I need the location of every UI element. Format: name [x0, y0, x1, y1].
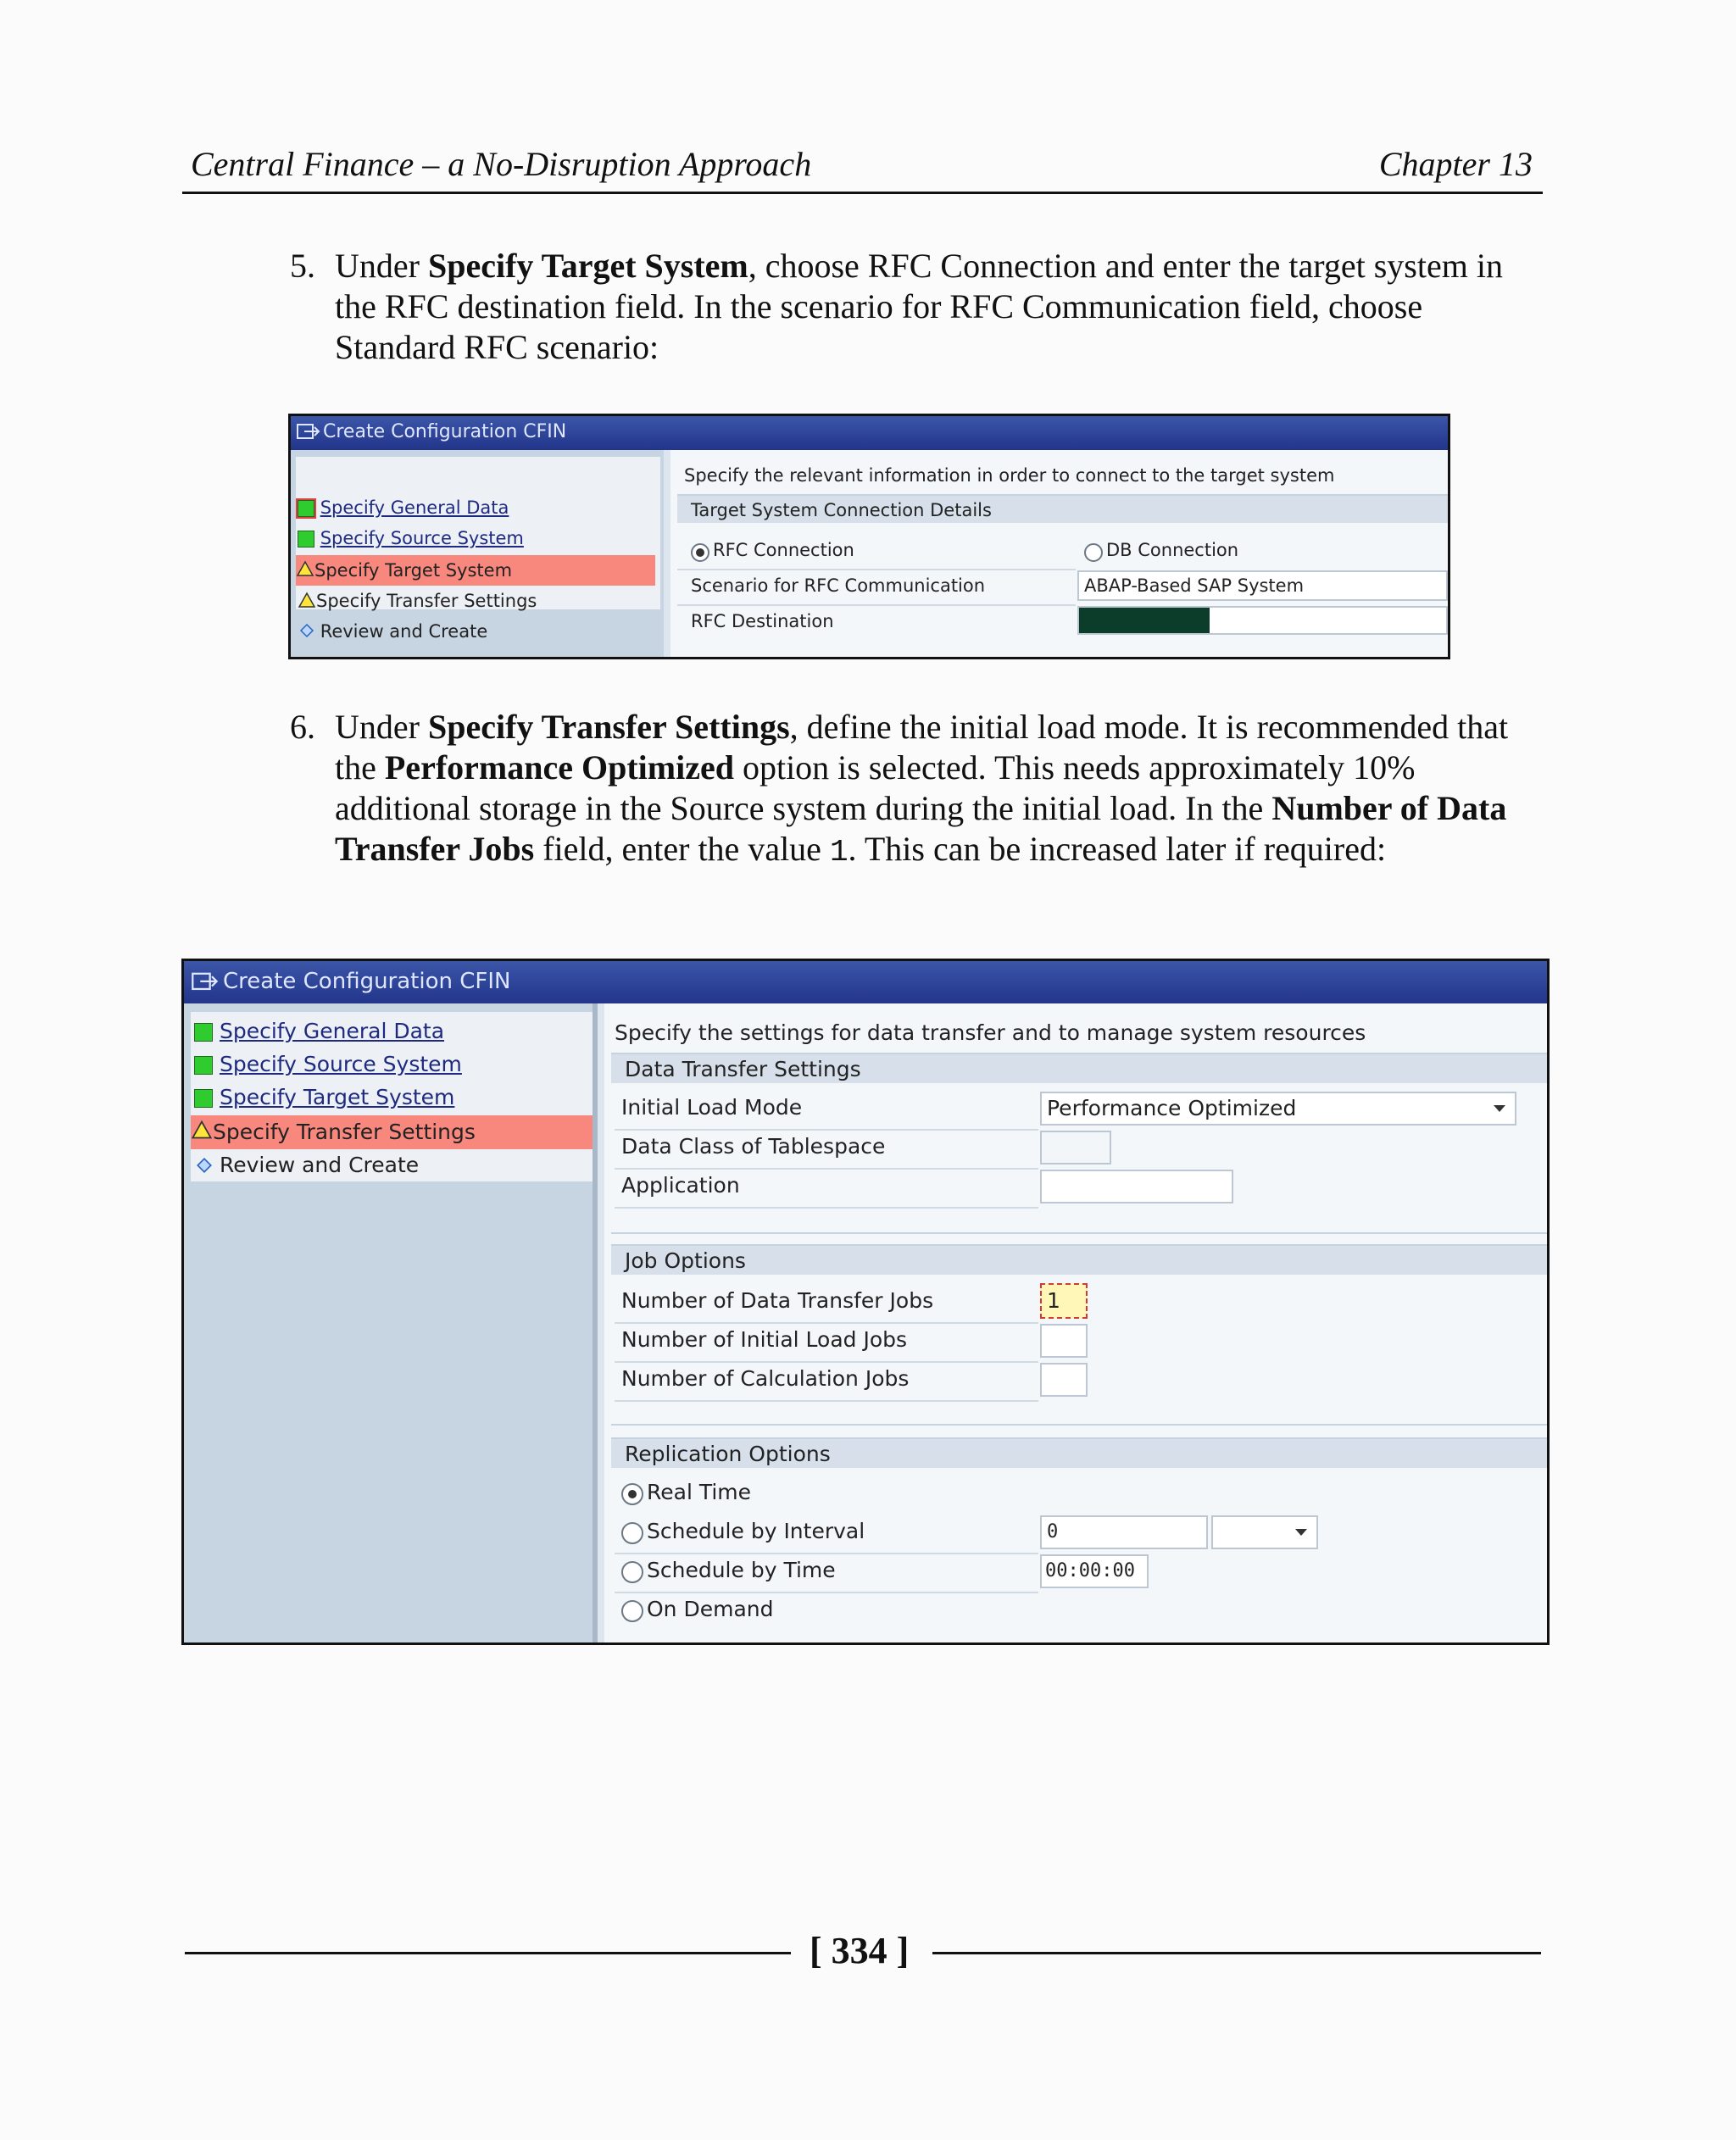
- rfc-destination-field[interactable]: [1077, 606, 1448, 635]
- application-label: Application: [621, 1173, 740, 1198]
- window-title-bar: [291, 416, 1448, 450]
- nav-item-target-system[interactable]: Specify Target System: [296, 555, 655, 586]
- window-title-bar: [184, 961, 1547, 1003]
- nav-item-general-data[interactable]: Specify General Data: [298, 497, 509, 518]
- real-time-radio[interactable]: [621, 1483, 643, 1505]
- config-window-icon: [296, 422, 321, 446]
- status-done-icon: [298, 531, 314, 548]
- chevron-down-icon[interactable]: [1293, 1519, 1310, 1548]
- db-connection-radio[interactable]: [1084, 543, 1103, 562]
- scenario-field[interactable]: ABAP-Based SAP System: [1077, 570, 1448, 601]
- status-done-icon: [194, 1089, 213, 1108]
- sap-window-target-system: [288, 414, 1450, 659]
- on-demand-radio[interactable]: [621, 1600, 643, 1622]
- roadmap-panel: [291, 450, 664, 657]
- real-time-label: Real Time: [647, 1480, 752, 1504]
- step-text: Under Specify Target System, choose RFC Connection and enter the target system in the RFC destination field. In the scenario for RFC Communication field, choose Standard RFC scenario:: [335, 247, 1503, 366]
- book-title: Central Finance – a No-Disruption Approach: [191, 145, 812, 183]
- intro-text: Specify the settings for data transfer and to manage system resources: [615, 1020, 1366, 1045]
- chapter-label: Chapter 13: [1378, 145, 1533, 183]
- section-title: Target System Connection Details: [677, 494, 1448, 523]
- initial-load-mode-select[interactable]: Performance Optimized: [1040, 1092, 1516, 1126]
- page-number: [ 334 ]: [810, 1930, 910, 1971]
- transfer-jobs-label: Number of Data Transfer Jobs: [621, 1288, 934, 1313]
- step-5: [290, 246, 1544, 368]
- status-done-icon: [298, 500, 314, 517]
- warning-icon: [296, 556, 314, 586]
- nav-item-review-create[interactable]: Review and Create: [196, 1153, 419, 1179]
- calculation-jobs-field[interactable]: [1040, 1363, 1088, 1397]
- sap-window-transfer-settings: [181, 959, 1550, 1645]
- application-field[interactable]: [1040, 1170, 1233, 1203]
- interval-unit-select[interactable]: [1211, 1515, 1318, 1549]
- initial-load-jobs-label: Number of Initial Load Jobs: [621, 1327, 908, 1352]
- window-title: Create Configuration CFIN: [323, 421, 567, 442]
- time-value-field[interactable]: 00:00:00: [1040, 1554, 1149, 1588]
- footer-rule-right: [932, 1952, 1541, 1954]
- chevron-down-icon[interactable]: [1491, 1095, 1508, 1126]
- section-job-options: Job Options: [611, 1244, 1547, 1275]
- warning-icon: [298, 592, 316, 613]
- on-demand-label: On Demand: [647, 1597, 774, 1621]
- step-number: 6.: [290, 708, 315, 746]
- diamond-icon: [299, 622, 314, 642]
- section-replication-options: Replication Options: [611, 1437, 1547, 1468]
- section-data-transfer: Data Transfer Settings: [611, 1053, 1547, 1083]
- scenario-label: Scenario for RFC Communication: [691, 575, 986, 596]
- rfc-connection-radio[interactable]: [691, 543, 709, 562]
- schedule-time-label: Schedule by Time: [647, 1558, 836, 1582]
- nav-item-general-data[interactable]: Specify General Data: [194, 1019, 444, 1043]
- footer-rule-left: [185, 1952, 791, 1954]
- initial-load-jobs-field[interactable]: [1040, 1324, 1088, 1358]
- main-panel: [670, 450, 1448, 657]
- splitter[interactable]: [593, 1003, 598, 1643]
- data-class-field[interactable]: [1040, 1131, 1111, 1164]
- main-panel: [604, 1003, 1547, 1643]
- nav-item-transfer-settings[interactable]: Specify Transfer Settings: [298, 591, 537, 613]
- intro-text: Specify the relevant information in order to connect to the target system: [684, 465, 1335, 486]
- status-done-icon: [194, 1056, 213, 1075]
- db-connection-label: DB Connection: [1106, 540, 1239, 560]
- nav-item-review-create[interactable]: Review and Create: [299, 621, 487, 642]
- schedule-interval-label: Schedule by Interval: [647, 1519, 865, 1543]
- step-text: Under Specify Transfer Settings, define the initial load mode. It is recommended that the Performance Optimized option is selected. This needs approximately 10% additional storage in the Source system during the initial load. In the Number of Data Transfer Jobs field, enter the value 1. This can be increased later if required:: [335, 708, 1509, 870]
- data-class-label: Data Class of Tablespace: [621, 1134, 886, 1159]
- redacted-value-block: [1079, 608, 1210, 633]
- nav-item-target-system[interactable]: Specify Target System: [194, 1085, 454, 1109]
- roadmap-panel: [184, 1003, 598, 1643]
- schedule-interval-radio[interactable]: [621, 1522, 643, 1544]
- rfc-connection-label: RFC Connection: [713, 540, 854, 560]
- step-6: [290, 707, 1544, 873]
- diamond-icon: [196, 1154, 213, 1179]
- schedule-time-radio[interactable]: [621, 1561, 643, 1583]
- calculation-jobs-label: Number of Calculation Jobs: [621, 1366, 910, 1391]
- config-window-icon: [191, 970, 220, 998]
- interval-value-field[interactable]: 0: [1040, 1515, 1208, 1549]
- nav-item-source-system[interactable]: Specify Source System: [194, 1052, 462, 1076]
- nav-item-source-system[interactable]: Specify Source System: [298, 528, 524, 548]
- rfc-destination-label: RFC Destination: [691, 611, 834, 631]
- window-title: Create Configuration CFIN: [223, 969, 511, 994]
- warning-icon: [191, 1116, 213, 1150]
- running-header: [182, 142, 1543, 194]
- step-number: 5.: [290, 247, 315, 285]
- transfer-jobs-field[interactable]: 1: [1040, 1283, 1088, 1319]
- initial-load-mode-label: Initial Load Mode: [621, 1095, 803, 1120]
- status-done-icon: [194, 1023, 213, 1042]
- nav-item-transfer-settings[interactable]: Specify Transfer Settings: [191, 1115, 593, 1149]
